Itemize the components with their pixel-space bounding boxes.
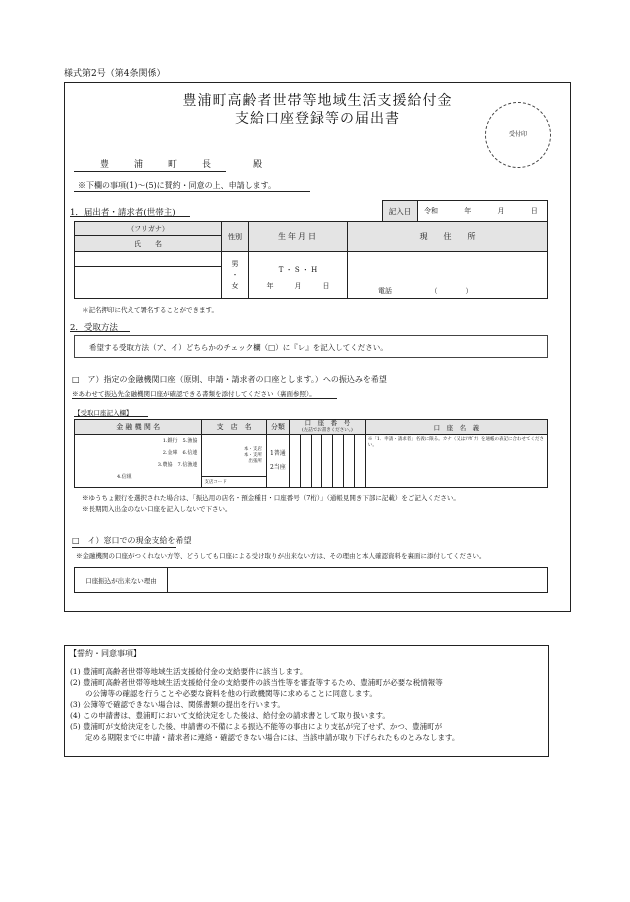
section1-underline bbox=[70, 216, 190, 217]
account-number-header bbox=[289, 420, 365, 435]
stamp-label: 受付印 bbox=[508, 131, 527, 138]
birthdate-field[interactable] bbox=[249, 252, 348, 299]
month-label: 月 bbox=[497, 207, 505, 215]
consent-notice: ※下欄の事項(1)～(5)に賛約・同意の上、申請します。 bbox=[78, 181, 277, 190]
account-number-label: 口 座 番 号 bbox=[304, 419, 351, 427]
bank-type-1: 1.銀行 5.漁協 bbox=[162, 438, 198, 444]
section2-underline bbox=[70, 331, 130, 332]
pledge-item-4: (4) この申請書は、豊浦町において支給決定をした後は、給付金の請求書として取り扱います。 bbox=[70, 711, 390, 720]
form-number: 様式第2号（第4条関係） bbox=[64, 69, 166, 79]
year-label: 年 bbox=[464, 207, 472, 215]
option-b-underline bbox=[72, 547, 176, 548]
option-b-checkbox-label[interactable]: □ イ）窓口での現金支給を希望 bbox=[72, 536, 192, 545]
type-current: 2当座 bbox=[269, 464, 286, 471]
option-a-note: ※あわせて振込先金融機関口座が確認できる書類を添付してください（裏面参照）。 bbox=[72, 390, 316, 398]
account-digit-2[interactable] bbox=[300, 435, 311, 488]
option-b-note: ※金融機関の口座がつくれない方等、どうしても口座による受け取りが出来ない方は、その理由と本人確認資料を裏面に添付してください。 bbox=[76, 552, 486, 560]
account-number-sub: (左詰でお書きください。) bbox=[301, 428, 353, 433]
pledge-item-1: (1) 豊浦町高齢者世帯等地域生活支援給付金の支給要件に該当します。 bbox=[70, 667, 308, 676]
bank-type-2: 2.金庫 6.信連 bbox=[162, 450, 198, 456]
pledge-item-5: (5) 豊浦町が支給決定をした後、申請書の不備による振込不能等の事由により支払が完了せず、かつ、豊浦町が bbox=[70, 722, 443, 731]
account-digit-6[interactable] bbox=[344, 435, 355, 488]
branch-name-field[interactable] bbox=[202, 435, 267, 488]
reception-stamp-area bbox=[485, 102, 551, 168]
name-header: 氏 名 bbox=[75, 236, 222, 252]
birthdate-ymd: 年 月 日 bbox=[266, 282, 330, 290]
method-instruction: 希望する受取方法（ア、イ）どちらかのチェック欄（□）に『レ』を記入してください。 bbox=[74, 335, 548, 358]
reason-field[interactable] bbox=[168, 568, 548, 593]
form-title-line1: 豊浦町高齢者世帯等地域生活支援給付金 bbox=[182, 93, 453, 109]
pledge-item-5-cont: 定める期限までに申請・請求者に連絡・確認できない場合には、当該申請が取り下げられたものとみなします。 bbox=[70, 733, 460, 742]
branch-types: 本・支店 本・支所 出張所 bbox=[243, 447, 262, 464]
entry-date-field[interactable] bbox=[418, 201, 548, 222]
account-section-label: 【受取口座記入欄】 bbox=[74, 409, 133, 417]
era-options: T ・ S ・ H bbox=[278, 266, 318, 274]
longterm-note: ※長期間入出金のない口座を記入しないで下さい。 bbox=[82, 505, 232, 513]
branch-code-label: 支店コード bbox=[202, 476, 266, 487]
furigana-header: （フリガナ） bbox=[75, 222, 222, 236]
entry-date-box bbox=[382, 200, 548, 222]
pledge-item-2-cont: の公簿等の確認を行うことや必要な資料を他の行政機関等に求めることに同意します。 bbox=[70, 689, 377, 698]
account-digit-3[interactable] bbox=[311, 435, 322, 488]
furigana-field[interactable] bbox=[75, 252, 222, 267]
account-digit-1[interactable] bbox=[289, 435, 300, 488]
option-a-underline bbox=[72, 398, 337, 399]
address-header: 現 住 所 bbox=[348, 222, 548, 252]
phone-label: 電話 （ ） bbox=[378, 287, 473, 295]
signature-note: ＊記名押印に代えて署名することができます。 bbox=[82, 306, 218, 314]
account-holder-field[interactable] bbox=[365, 435, 547, 488]
name-field[interactable] bbox=[75, 267, 222, 299]
female-option: 女 bbox=[231, 281, 239, 290]
branch-name-header: 支 店 名 bbox=[202, 420, 267, 435]
addressee: 豊 浦 町 長 殿 bbox=[100, 160, 271, 170]
entry-date-label: 記入日 bbox=[383, 201, 418, 222]
bank-type-3: 3.農協 7.信漁連 bbox=[157, 462, 198, 468]
option-a-checkbox-label[interactable]: □ ア）指定の金融機関口座（原則、申請・請求者の口座とします。）への振込みを希望 bbox=[72, 375, 387, 384]
day-label: 日 bbox=[530, 207, 538, 215]
applicant-table bbox=[74, 221, 548, 299]
yucho-note: ※ゆうちょ銀行を選択された場合は、「振込用の店名・預金種目・口座番号（7桁）」（通帳見開き下部に記載）をご記入ください。 bbox=[82, 494, 460, 502]
account-holder-note: ※「1．申請・請求者」名義に限る。カナ（又はﾌﾘｶﾞﾅ）を通帳の表記に合わせてください。 bbox=[367, 437, 544, 448]
male-option: 男 bbox=[231, 259, 239, 268]
bank-name-header: 金 融 機 関 名 bbox=[75, 420, 202, 435]
pledge-item-3: (3) 公簿等で確認できない場合は、関係書類の提出を行います。 bbox=[70, 700, 285, 709]
bank-type-4: 4.信組 bbox=[117, 474, 132, 480]
account-label-underline bbox=[74, 416, 148, 417]
section2-title: 2．受取方法 bbox=[70, 323, 118, 333]
pledge-item-2: (2) 豊浦町高齢者世帯等地域生活支援給付金の支給要件の該当性等を審査等するため、豊浦町が必要な税情報等 bbox=[70, 678, 443, 687]
account-digit-7[interactable] bbox=[354, 435, 365, 488]
type-ordinary: 1普通 bbox=[269, 450, 286, 457]
category-header: 分類 bbox=[266, 420, 289, 435]
pledge-title: 【誓約・同意事項】 bbox=[69, 649, 141, 658]
address-field[interactable] bbox=[348, 252, 548, 299]
account-digit-5[interactable] bbox=[333, 435, 344, 488]
birthdate-header: 生年月日 bbox=[249, 222, 348, 252]
reason-box bbox=[74, 567, 548, 593]
account-table bbox=[74, 419, 548, 488]
gender-separator: ・ bbox=[231, 270, 239, 279]
gender-header: 性別 bbox=[222, 222, 249, 252]
reason-label: 口座振込が出来ない理由 bbox=[75, 568, 168, 593]
account-type-field[interactable] bbox=[266, 435, 289, 488]
bank-name-field[interactable] bbox=[75, 435, 202, 488]
gender-field[interactable] bbox=[222, 252, 249, 299]
era-label: 令和 bbox=[424, 207, 438, 215]
account-holder-header: 口 座 名 義 bbox=[365, 420, 547, 435]
section1-title: 1．届出者・請求者(世帯主) bbox=[70, 208, 176, 218]
notice-underline bbox=[74, 191, 310, 192]
form-title-line2: 支給口座登録等の届出書 bbox=[235, 111, 400, 127]
addressee-underline bbox=[74, 171, 226, 172]
account-digit-4[interactable] bbox=[322, 435, 333, 488]
pledge-list bbox=[70, 666, 545, 743]
